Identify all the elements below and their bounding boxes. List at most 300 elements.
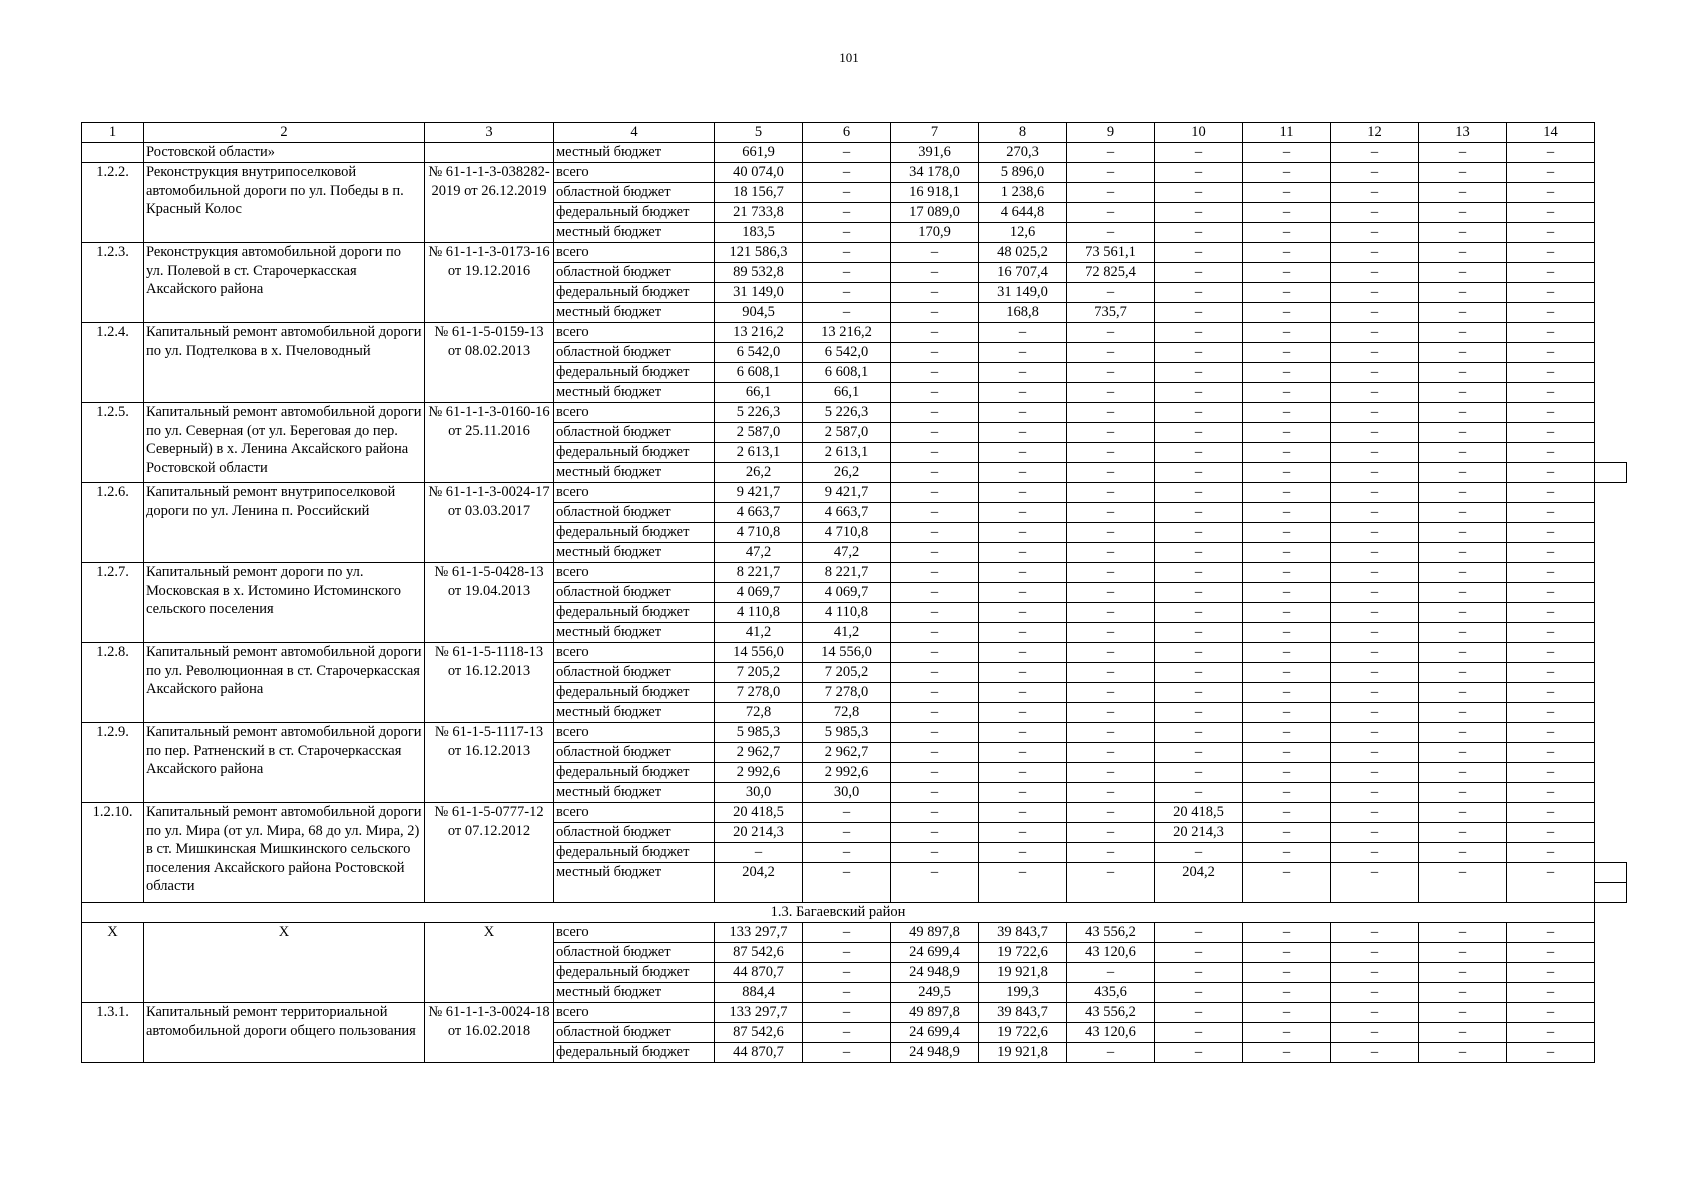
amount-cell: – [1155, 323, 1243, 343]
amount-cell: 47,2 [803, 543, 891, 563]
amount-cell: – [1243, 323, 1331, 343]
amount-cell: – [1331, 623, 1419, 643]
amount-cell: – [1419, 983, 1507, 1003]
amount-cell: – [1331, 803, 1419, 823]
amount-cell: – [1243, 283, 1331, 303]
item-name-cell: Капитальный ремонт дороги по ул. Московская в х. Истомино Истоминского сельского поселения [144, 563, 425, 643]
table-row [82, 323, 1627, 343]
amount-cell: – [1507, 343, 1595, 363]
table-row [82, 923, 1627, 943]
amount-cell: – [1155, 563, 1243, 583]
amount-cell: 1 238,6 [979, 183, 1067, 203]
amount-cell: – [1507, 623, 1595, 643]
amount-cell: – [1155, 463, 1243, 483]
item-name-cell: Капитальный ремонт автомобильной дороги по ул. Мира (от ул. Мира, 68 до ул. Мира, 2) в ст. Мишкинская Мишкинского сельского поселения Аксайского района Ростовской области [144, 803, 425, 903]
amount-cell: – [891, 303, 979, 323]
amount-cell: 17 089,0 [891, 203, 979, 223]
amount-cell: – [803, 143, 891, 163]
amount-cell: – [1331, 643, 1419, 663]
funding-source-cell: областной бюджет [554, 943, 715, 963]
funding-source-cell: областной бюджет [554, 343, 715, 363]
amount-cell: – [1243, 943, 1331, 963]
funding-source-cell: областной бюджет [554, 503, 715, 523]
amount-cell: – [1419, 863, 1507, 903]
amount-cell: – [1507, 863, 1595, 903]
expertise-certificate-cell: № 61-1-5-0428-13 от 19.04.2013 [425, 563, 554, 643]
amount-cell: – [891, 663, 979, 683]
item-name-cell: Капитальный ремонт автомобильной дороги по пер. Ратненский в ст. Старочеркасская Аксайского района [144, 723, 425, 803]
amount-cell: – [1507, 703, 1595, 723]
amount-cell: 19 722,6 [979, 1023, 1067, 1043]
amount-cell: – [891, 443, 979, 463]
amount-cell: – [1067, 503, 1155, 523]
amount-cell: – [1419, 1043, 1507, 1063]
amount-cell: 5 226,3 [803, 403, 891, 423]
amount-cell: – [891, 643, 979, 663]
funding-source-cell: местный бюджет [554, 623, 715, 643]
amount-cell: – [803, 843, 891, 863]
amount-cell: – [1155, 523, 1243, 543]
amount-cell: – [1155, 583, 1243, 603]
amount-cell: – [891, 463, 979, 483]
amount-cell: – [1331, 523, 1419, 543]
column-number-cell: 1 [82, 123, 144, 143]
amount-cell: – [1331, 263, 1419, 283]
amount-cell: – [1331, 223, 1419, 243]
funding-source-cell: областной бюджет [554, 743, 715, 763]
amount-cell: – [979, 643, 1067, 663]
funding-source-cell: местный бюджет [554, 983, 715, 1003]
amount-cell: – [803, 303, 891, 323]
amount-cell: 30,0 [715, 783, 803, 803]
amount-cell: 9 421,7 [803, 483, 891, 503]
amount-cell: – [1243, 423, 1331, 443]
amount-cell: – [1507, 743, 1595, 763]
amount-cell: – [1067, 823, 1155, 843]
amount-cell: – [1331, 783, 1419, 803]
amount-cell: – [1507, 603, 1595, 623]
amount-cell: – [1243, 443, 1331, 463]
amount-cell: 16 918,1 [891, 183, 979, 203]
amount-cell: – [1507, 403, 1595, 423]
amount-cell: 5 896,0 [979, 163, 1067, 183]
section-title: 1.3. Багаевский район [82, 903, 1595, 923]
amount-cell: 49 897,8 [891, 923, 979, 943]
amount-cell: 20 418,5 [715, 803, 803, 823]
amount-cell: 6 542,0 [715, 343, 803, 363]
amount-cell: – [1067, 483, 1155, 503]
amount-cell: – [1155, 443, 1243, 463]
amount-cell: – [1507, 523, 1595, 543]
table-row [82, 143, 1627, 163]
amount-cell: – [1067, 683, 1155, 703]
amount-cell: – [1155, 983, 1243, 1003]
amount-cell: – [979, 503, 1067, 523]
amount-cell: – [891, 563, 979, 583]
amount-cell: 72,8 [715, 703, 803, 723]
amount-cell: – [1067, 443, 1155, 463]
amount-cell: – [715, 843, 803, 863]
amount-cell: – [1419, 283, 1507, 303]
expertise-certificate-cell: № 61-1-5-0777-12 от 07.12.2012 [425, 803, 554, 903]
expertise-certificate-cell: № 61-1-1-3-0173-16 от 19.12.2016 [425, 243, 554, 323]
amount-cell: 204,2 [715, 863, 803, 903]
amount-cell: – [1331, 723, 1419, 743]
amount-cell: – [1419, 583, 1507, 603]
amount-cell: – [1243, 863, 1331, 903]
table-row [82, 723, 1627, 743]
amount-cell: – [1507, 1043, 1595, 1063]
column-number-cell: 2 [144, 123, 425, 143]
amount-cell: – [979, 483, 1067, 503]
amount-cell: – [979, 583, 1067, 603]
amount-cell: – [1067, 703, 1155, 723]
amount-cell: – [803, 823, 891, 843]
amount-cell: – [1243, 683, 1331, 703]
item-number-cell [82, 143, 144, 163]
amount-cell: – [1507, 163, 1595, 183]
amount-cell: – [1331, 823, 1419, 843]
expertise-certificate-cell: № 61-1-1-3-038282-2019 от 26.12.2019 [425, 163, 554, 243]
funding-source-cell: областной бюджет [554, 583, 715, 603]
amount-cell: 43 556,2 [1067, 1003, 1155, 1023]
amount-cell: – [979, 723, 1067, 743]
funding-source-cell: местный бюджет [554, 143, 715, 163]
amount-cell: – [1243, 143, 1331, 163]
amount-cell: – [1419, 263, 1507, 283]
amount-cell: – [1155, 943, 1243, 963]
amount-cell: – [1067, 323, 1155, 343]
amount-cell: – [1507, 803, 1595, 823]
amount-cell: – [1243, 583, 1331, 603]
funding-source-cell: всего [554, 1003, 715, 1023]
column-number-row [82, 123, 1627, 143]
amount-cell: – [1507, 563, 1595, 583]
amount-cell: – [1067, 763, 1155, 783]
funding-source-cell: федеральный бюджет [554, 363, 715, 383]
amount-cell: – [1155, 183, 1243, 203]
amount-cell: 40 074,0 [715, 163, 803, 183]
amount-cell: 4 069,7 [715, 583, 803, 603]
amount-cell: 4 710,8 [803, 523, 891, 543]
expertise-certificate-cell: № 61-1-1-3-0024-18 от 16.02.2018 [425, 1003, 554, 1063]
amount-cell: – [1419, 443, 1507, 463]
amount-cell: 31 149,0 [979, 283, 1067, 303]
amount-cell: 87 542,6 [715, 1023, 803, 1043]
funding-source-cell: федеральный бюджет [554, 1043, 715, 1063]
expertise-certificate-cell: № 61-1-5-1118-13 от 16.12.2013 [425, 643, 554, 723]
amount-cell: 6 608,1 [715, 363, 803, 383]
amount-cell: – [1243, 823, 1331, 843]
table-row [82, 563, 1627, 583]
amount-cell: – [1419, 643, 1507, 663]
item-name-cell: Капитальный ремонт территориальной автомобильной дороги общего пользования [144, 1003, 425, 1063]
amount-cell: – [1155, 663, 1243, 683]
amount-cell: – [803, 803, 891, 823]
budget-table [81, 122, 1627, 1063]
amount-cell: – [1507, 983, 1595, 1003]
amount-cell: – [1507, 243, 1595, 263]
item-number-cell: 1.2.9. [82, 723, 144, 803]
amount-cell: – [803, 183, 891, 203]
amount-cell: – [1155, 403, 1243, 423]
amount-cell: – [891, 343, 979, 363]
amount-cell: – [979, 803, 1067, 823]
amount-cell: – [1067, 383, 1155, 403]
amount-cell: – [1067, 1043, 1155, 1063]
item-number-cell: 1.2.7. [82, 563, 144, 643]
amount-cell: – [891, 783, 979, 803]
amount-cell: – [1155, 843, 1243, 863]
column-number-cell: 12 [1331, 123, 1419, 143]
amount-cell: 4 069,7 [803, 583, 891, 603]
amount-cell: – [979, 323, 1067, 343]
funding-source-cell: местный бюджет [554, 543, 715, 563]
amount-cell: – [1419, 303, 1507, 323]
table-row [82, 483, 1627, 503]
amount-cell: – [979, 703, 1067, 723]
funding-source-cell: местный бюджет [554, 223, 715, 243]
amount-cell: – [1419, 423, 1507, 443]
amount-cell: – [1331, 443, 1419, 463]
amount-cell: – [1507, 923, 1595, 943]
amount-cell: 30,0 [803, 783, 891, 803]
amount-cell: – [1507, 283, 1595, 303]
amount-cell: – [1067, 643, 1155, 663]
amount-cell: – [1243, 183, 1331, 203]
amount-cell: – [1331, 1003, 1419, 1023]
amount-cell: – [1507, 323, 1595, 343]
funding-source-cell: областной бюджет [554, 663, 715, 683]
amount-cell: – [891, 403, 979, 423]
amount-cell: 2 587,0 [715, 423, 803, 443]
amount-cell: – [1243, 843, 1331, 863]
amount-cell: – [1067, 863, 1155, 903]
section-header-row [82, 903, 1627, 923]
amount-cell: – [1243, 1023, 1331, 1043]
item-name-cell: Реконструкция внутрипоселковой автомобильной дороги по ул. Победы в п. Красный Колос [144, 163, 425, 243]
amount-cell: – [1419, 1023, 1507, 1043]
amount-cell: – [979, 563, 1067, 583]
amount-cell: – [1243, 203, 1331, 223]
table-row [82, 243, 1627, 263]
table-row [82, 643, 1627, 663]
amount-cell: – [1507, 183, 1595, 203]
amount-cell: – [1419, 1003, 1507, 1023]
amount-cell: – [979, 523, 1067, 543]
amount-cell: – [1419, 183, 1507, 203]
amount-cell: – [1067, 543, 1155, 563]
amount-cell: – [1331, 543, 1419, 563]
column-number-cell: 14 [1507, 123, 1595, 143]
amount-cell: – [1419, 483, 1507, 503]
amount-cell: – [1155, 603, 1243, 623]
funding-source-cell: местный бюджет [554, 303, 715, 323]
amount-cell: – [1507, 443, 1595, 463]
amount-cell: – [1155, 783, 1243, 803]
amount-cell: 48 025,2 [979, 243, 1067, 263]
amount-cell: – [1419, 223, 1507, 243]
amount-cell: – [1243, 803, 1331, 823]
amount-cell: – [1419, 603, 1507, 623]
amount-cell: 391,6 [891, 143, 979, 163]
amount-cell: 4 663,7 [803, 503, 891, 523]
amount-cell: – [1243, 543, 1331, 563]
amount-cell: – [1155, 303, 1243, 323]
amount-cell: 7 205,2 [715, 663, 803, 683]
amount-cell: – [1507, 943, 1595, 963]
amount-cell: – [1419, 323, 1507, 343]
amount-cell: – [891, 743, 979, 763]
amount-cell: – [1331, 743, 1419, 763]
amount-cell: – [803, 983, 891, 1003]
amount-cell: 7 205,2 [803, 663, 891, 683]
expertise-certificate-cell: № 61-1-5-0159-13 от 08.02.2013 [425, 323, 554, 403]
item-number-cell: 1.2.10. [82, 803, 144, 903]
amount-cell: – [891, 543, 979, 563]
amount-cell: 5 985,3 [803, 723, 891, 743]
column-number-cell: 13 [1419, 123, 1507, 143]
amount-cell: 2 613,1 [715, 443, 803, 463]
amount-cell: – [1419, 523, 1507, 543]
amount-cell: – [1507, 223, 1595, 243]
amount-cell: – [1507, 763, 1595, 783]
amount-cell: 2 992,6 [715, 763, 803, 783]
amount-cell: – [1331, 283, 1419, 303]
amount-cell: – [1331, 1023, 1419, 1043]
amount-cell: 43 120,6 [1067, 943, 1155, 963]
amount-cell: – [1331, 243, 1419, 263]
amount-cell: 2 992,6 [803, 763, 891, 783]
continuation-spacer [1595, 463, 1627, 483]
amount-cell: – [1243, 923, 1331, 943]
amount-cell: – [1067, 963, 1155, 983]
amount-cell: 249,5 [891, 983, 979, 1003]
amount-cell: 72 825,4 [1067, 263, 1155, 283]
amount-cell: – [1507, 203, 1595, 223]
amount-cell: – [1331, 583, 1419, 603]
amount-cell: – [1243, 563, 1331, 583]
amount-cell: 270,3 [979, 143, 1067, 163]
amount-cell: 24 699,4 [891, 1023, 979, 1043]
amount-cell: – [1331, 383, 1419, 403]
table-row [82, 1003, 1627, 1023]
amount-cell: – [803, 943, 891, 963]
amount-cell: – [1419, 963, 1507, 983]
item-name-cell: Реконструкция автомобильной дороги по ул. Полевой в ст. Старочеркасская Аксайского района [144, 243, 425, 323]
amount-cell: – [1331, 943, 1419, 963]
amount-cell: – [1331, 483, 1419, 503]
amount-cell: – [1243, 163, 1331, 183]
amount-cell: – [1243, 723, 1331, 743]
funding-source-cell: всего [554, 163, 715, 183]
amount-cell: – [979, 463, 1067, 483]
amount-cell: – [1507, 143, 1595, 163]
amount-cell: 49 897,8 [891, 1003, 979, 1023]
amount-cell: – [1507, 423, 1595, 443]
amount-cell: – [979, 363, 1067, 383]
amount-cell: – [1067, 363, 1155, 383]
amount-cell: 5 226,3 [715, 403, 803, 423]
amount-cell: – [1067, 143, 1155, 163]
funding-source-cell: всего [554, 563, 715, 583]
amount-cell: – [1331, 423, 1419, 443]
column-number-cell: 9 [1067, 123, 1155, 143]
amount-cell: – [1155, 483, 1243, 503]
amount-cell: – [1331, 303, 1419, 323]
funding-source-cell: всего [554, 323, 715, 343]
amount-cell: – [1507, 303, 1595, 323]
funding-source-cell: областной бюджет [554, 423, 715, 443]
amount-cell: – [1331, 143, 1419, 163]
amount-cell: – [1243, 743, 1331, 763]
amount-cell: – [1067, 183, 1155, 203]
funding-source-cell: федеральный бюджет [554, 963, 715, 983]
amount-cell: – [891, 503, 979, 523]
amount-cell: – [1419, 163, 1507, 183]
amount-cell: – [1155, 503, 1243, 523]
amount-cell: 18 156,7 [715, 183, 803, 203]
amount-cell: – [1243, 303, 1331, 323]
continuation-spacer [1595, 883, 1627, 903]
amount-cell: – [1507, 683, 1595, 703]
amount-cell: – [1331, 603, 1419, 623]
funding-source-cell: федеральный бюджет [554, 523, 715, 543]
amount-cell: 19 722,6 [979, 943, 1067, 963]
amount-cell: – [1419, 743, 1507, 763]
amount-cell: 4 110,8 [803, 603, 891, 623]
amount-cell: – [1507, 963, 1595, 983]
amount-cell: – [1155, 223, 1243, 243]
amount-cell: – [891, 483, 979, 503]
amount-cell: 168,8 [979, 303, 1067, 323]
amount-cell: – [1243, 363, 1331, 383]
amount-cell: – [1507, 543, 1595, 563]
amount-cell: – [891, 823, 979, 843]
amount-cell: – [1155, 723, 1243, 743]
amount-cell: – [1419, 663, 1507, 683]
amount-cell: 13 216,2 [715, 323, 803, 343]
amount-cell: 14 556,0 [803, 643, 891, 663]
expertise-certificate-cell: № 61-1-5-1117-13 от 16.12.2013 [425, 723, 554, 803]
amount-cell: – [1419, 563, 1507, 583]
amount-cell: – [979, 403, 1067, 423]
amount-cell: – [1067, 343, 1155, 363]
amount-cell: – [803, 223, 891, 243]
amount-cell: 41,2 [715, 623, 803, 643]
amount-cell: – [1067, 523, 1155, 543]
amount-cell: – [1243, 643, 1331, 663]
amount-cell: – [803, 163, 891, 183]
amount-cell: 7 278,0 [803, 683, 891, 703]
amount-cell: – [1419, 623, 1507, 643]
amount-cell: – [979, 543, 1067, 563]
amount-cell: – [891, 363, 979, 383]
amount-cell: – [1155, 203, 1243, 223]
column-number-cell: 5 [715, 123, 803, 143]
amount-cell: – [979, 623, 1067, 643]
funding-source-cell: местный бюджет [554, 783, 715, 803]
amount-cell: – [1507, 843, 1595, 863]
funding-source-cell: местный бюджет [554, 383, 715, 403]
item-name-cell: Капитальный ремонт внутрипоселковой дороги по ул. Ленина п. Российский [144, 483, 425, 563]
column-number-cell: 10 [1155, 123, 1243, 143]
amount-cell: – [1243, 1003, 1331, 1023]
funding-source-cell: федеральный бюджет [554, 683, 715, 703]
amount-cell: 26,2 [715, 463, 803, 483]
amount-cell: – [1243, 1043, 1331, 1063]
amount-cell: – [891, 843, 979, 863]
